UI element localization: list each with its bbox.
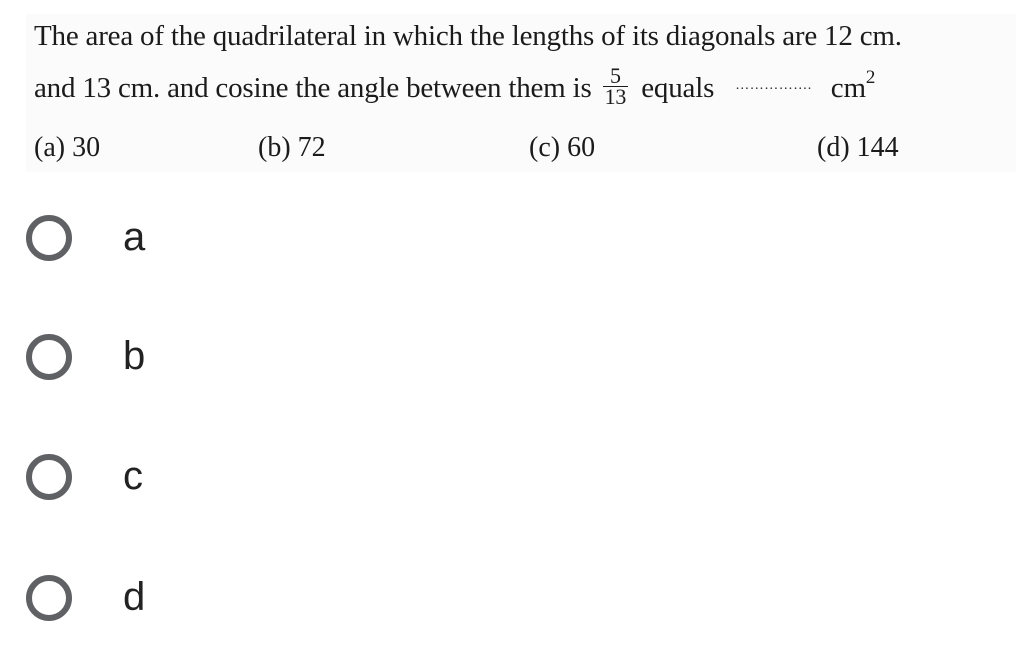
question-line-2-text: and 13 cm. and cosine the angle between them is — [34, 72, 592, 105]
radio-button-b[interactable] — [26, 334, 72, 380]
choice-a-label: a — [123, 215, 146, 259]
answer-blank: ……………. — [735, 78, 812, 94]
question-line-1: The area of the quadrilateral in which the lengths of its diagonals are 12 cm. — [34, 20, 902, 52]
unit-exponent: 2 — [865, 66, 876, 88]
option-a-text: (a) 30 — [34, 132, 101, 163]
radio-button-c[interactable] — [26, 454, 72, 500]
radio-button-d[interactable] — [26, 575, 72, 621]
choice-c[interactable] — [20, 446, 420, 516]
option-b-text: (b) 72 — [258, 132, 326, 163]
unit-text: cm — [830, 72, 866, 105]
choice-a[interactable] — [20, 207, 420, 277]
fraction-denominator: 13 — [604, 84, 627, 109]
radio-button-a[interactable] — [26, 215, 72, 261]
choice-b-label: b — [123, 334, 146, 378]
choice-b[interactable] — [20, 326, 420, 396]
fraction-numerator: 5 — [603, 66, 629, 87]
choice-d[interactable] — [20, 567, 420, 637]
choice-d-label: d — [123, 575, 146, 619]
option-d-text: (d) 144 — [817, 132, 899, 163]
choice-c-label: c — [123, 454, 143, 498]
question-equals-text: equals — [641, 72, 715, 105]
option-c-text: (c) 60 — [529, 132, 596, 163]
